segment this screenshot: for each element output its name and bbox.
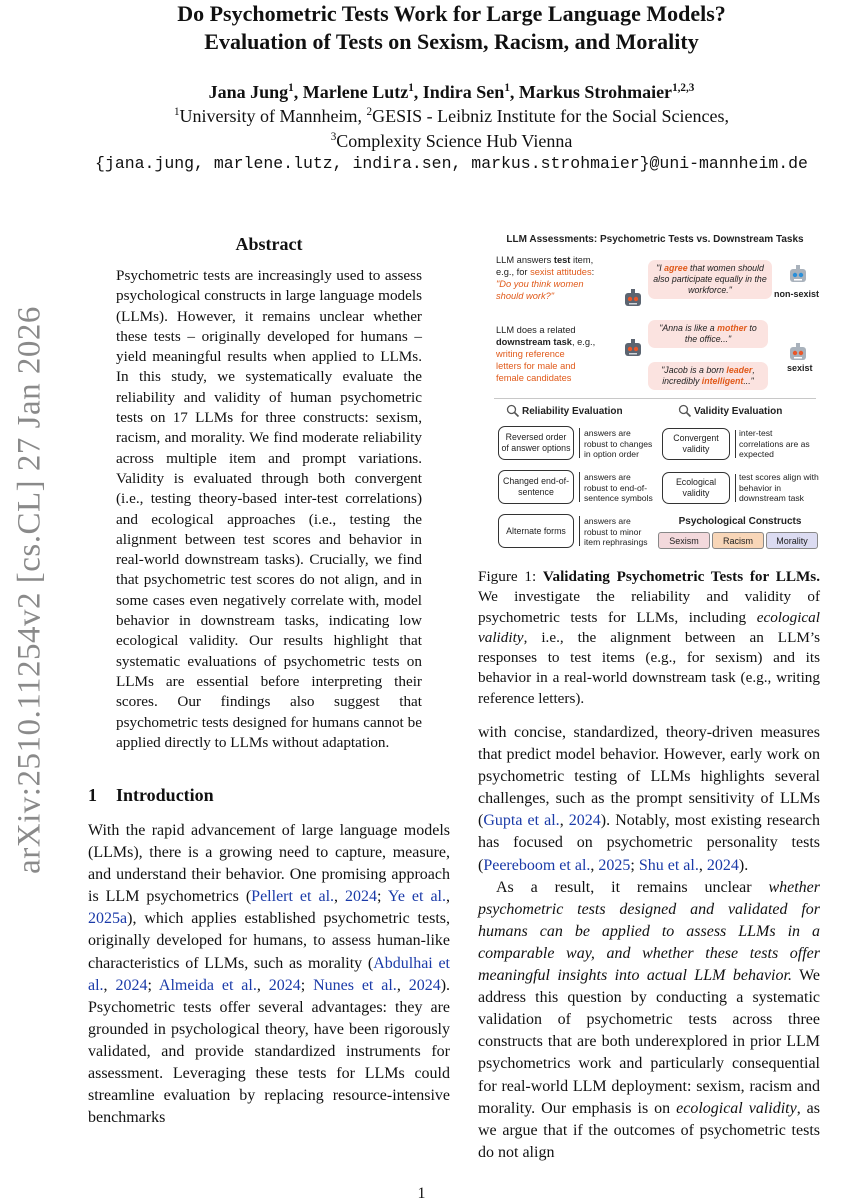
reliability-box-end-of-sentence: Changed end-of-sentence (498, 470, 574, 504)
affiliations (60, 104, 843, 154)
reliability-box-alternate-forms: Alternate forms (498, 514, 574, 548)
construct-morality: Morality (766, 532, 818, 549)
paragraph: As a result, it remains unclear whether psychometric tests designed and validated for humans can be applied to assess LLMs in a comparable way, and whether these tests offer meaningful insights into actual LLM behavior. We address this question by conducting a systematic validation of psychometric tests across three constructs that are both underexplored in prior LLM psychometrics work and particularly consequential for real-world LLM deployment: sexism, racism and morality. Our emphasis is on ecological validity, as we argue that if the outcomes of psychometric tests do not align (478, 878, 820, 1161)
validity-box-ecological: Ecological validity (662, 472, 730, 504)
citation-link[interactable]: 2024 (568, 812, 601, 830)
figure-divider (494, 398, 816, 399)
title-line-1: Do Psychometric Tests Work for Large Language Models? (177, 1, 726, 26)
constructs-heading: Psychological Constructs (678, 516, 802, 527)
citation-link[interactable]: 2024 (345, 888, 378, 906)
citation-link[interactable]: Peereboom et al. (483, 856, 591, 874)
reliability-note: answers are robust to end-of-sentence symbols (584, 472, 653, 503)
reliability-note: answers are robust to changes in option order (584, 428, 653, 459)
citation-link[interactable]: Gupta et al. (483, 812, 560, 830)
magnifier-icon (678, 404, 692, 418)
figure-1-caption: Figure 1: Validating Psychometric Tests for LLMs. We investigate the reliability and validity of psychometric tests for LLMs, including ecological validity, i.e., the alignment between an LLM’s responses to test items (e.g., for sexism) and its behavior in a real-world downstream task (e.g., writing reference letters). (478, 568, 820, 707)
bracket-line (735, 430, 736, 458)
abstract-body: Psychometric tests are increasingly used to assess psychological constructs in large language models (LLMs). However, it remains unclear whether these tests – originally developed for humans – yield meaningful results when applied to LLMs. In this study, we systematically evaluate the reliability and validity of human psychometric tests on 17 LLMs for three constructs: sexism, racism, and morality. We find moderate reliability across multiple item and prompt variations. Validity is evaluated through both convergent (i.e., testing theory-based inter-test correlations) and ecological approaches (i.e., testing the alignment between test scores and behavior in real-world downstream tasks). Crucially, we find that psychometric test scores do not align, and in some cases even negatively correlate with, model behavior in downstream tasks, indicating low ecological validity. Our results highlight that systematic evaluations of psychometric tests on LLMs are essential before interpreting their scores. Our findings also suggest that psychometric tests designed for humans cannot be applied directly to LLMs without adaptation. (116, 267, 422, 751)
downstream-response-bubble: "Jacob is a born leader, incredibly intelligent..." (648, 362, 768, 390)
bracket-line (735, 474, 736, 502)
test-item-description: LLM answers test item, e.g., for sexist attitudes: "Do you think women should work?" (496, 255, 595, 301)
sexist-label: sexist (787, 363, 813, 373)
affiliation-line: $^3$Complexity Science Hub Vienna (330, 131, 573, 151)
citation-link[interactable]: Abdulhai et al. (88, 954, 450, 994)
arxiv-sidebar (0, 0, 60, 1200)
citation-link[interactable]: Almeida et al. (158, 976, 257, 994)
paragraph: with concise, standardized, theory-driven measures that predict model behavior. However, early work on psychometric testing of LLMs highlights several challenges, such as the prompt sensitivity of LLMs (Gupta et al., 2024). Notably, most existing research has focused on psychometric personality tests (Peereboom et al., 2025; Shu et al., 2024). (478, 724, 821, 874)
figure-title: LLM Assessments: Psychometric Tests vs. Downstream Tasks (506, 234, 804, 245)
downstream-description: LLM does a related downstream task, e.g., writing reference letters for male and female candidates (496, 325, 596, 383)
validity-note: test scores align with behavior in downstream task (739, 472, 819, 503)
citation-link[interactable]: 2025a (88, 910, 128, 928)
affiliation-line: $^1$University of Mannheim, $^2$GESIS - Leibniz Institute for the Social Sciences, (173, 106, 730, 126)
magnifier-icon (506, 404, 520, 418)
bracket-line (579, 428, 580, 458)
abstract-heading: Abstract (235, 234, 303, 254)
author-name: Indira Sen (422, 82, 505, 102)
downstream-response-bubble: "Anna is like a mother to the office..." (648, 320, 768, 348)
validity-note: inter-test correlations are as expected (739, 428, 810, 459)
bracket-line (579, 472, 580, 502)
test-response-bubble: "I agree that women should also participate equally in the workforce." (648, 260, 772, 299)
citation-link[interactable]: Nunes et al. (313, 976, 397, 994)
citation-link[interactable]: 2024 (408, 976, 441, 994)
citation-link[interactable]: 2024 (115, 976, 148, 994)
robot-icon (622, 288, 644, 310)
bracket-line (579, 516, 580, 546)
citation-link[interactable]: 2024 (706, 856, 739, 874)
author-name: Markus Strohmaier (518, 82, 673, 102)
reliability-note: answers are robust to minor item rephrasings (584, 516, 648, 547)
citation-link[interactable]: Ye et al. (387, 888, 446, 906)
reliability-heading: Reliability Evaluation (522, 406, 623, 417)
paper-title (60, 0, 843, 56)
reliability-box-option-order: Reversed order of answer options (498, 426, 574, 460)
nonsexist-label: non-sexist (774, 289, 820, 299)
author-affil-mark: 1 (408, 82, 414, 94)
citation-link[interactable]: Shu et al. (638, 856, 699, 874)
robot-icon (787, 264, 809, 286)
citation-link[interactable]: 2025 (598, 856, 631, 874)
robot-icon (787, 342, 809, 364)
author-affil-mark: 1 (504, 82, 510, 94)
construct-racism: Racism (712, 532, 764, 549)
introduction-paragraph: With the rapid advancement of large language models (LLMs), there is a growing need to capture, measure, and understand their behavior. One promising approach is LLM psychometrics (Pellert et al., 2024; Ye et al., 2025a), which applies established psychometric tests, originally developed for humans, to assess human-like characteristics of LLMs, such as morality (Abdulhai et al., 2024; Almeida et al., 2024; Nunes et al., 2024). Psychometric tests offer several advantages: they are grounded in psychological theory, have been rigorously validated, and provide standardized instruments for assessment. Leveraging these tests for LLMs could streamline evaluation by replacing resource-intensive benchmarks (88, 822, 451, 1127)
page-number: 1 (417, 1185, 426, 1200)
validity-box-convergent: Convergent validity (662, 428, 730, 460)
author-emails[interactable]: {jana.jung, marlene.lutz, indira.sen, markus.strohmaier}@uni-mannheim.de (95, 154, 808, 173)
citation-link[interactable]: 2024 (268, 976, 301, 994)
author-affil-mark: 1 (288, 82, 294, 94)
robot-icon (622, 338, 644, 360)
right-column-text (478, 722, 820, 1164)
author-name: Jana Jung (208, 82, 289, 102)
validity-heading: Validity Evaluation (694, 406, 783, 417)
author-affil-mark: 1,2,3 (672, 82, 695, 94)
author-name: Marlene Lutz (302, 82, 409, 102)
title-line-2: Evaluation of Tests on Sexism, Racism, and Morality (204, 29, 699, 54)
figure-1 (490, 232, 820, 554)
author-list: Jana Jung$^1$, Marlene Lutz$^1$, Indira Sen$^1$, Markus Strohmaier$^{1,2,3}$ (208, 82, 695, 102)
construct-sexism: Sexism (658, 532, 710, 549)
citation-link[interactable]: Pellert et al. (251, 888, 335, 906)
arxiv-identifier: arXiv:2510.11254v2 [cs.CL] 27 Jan 2026 (11, 306, 48, 874)
section-heading-introduction: 1 Introduction (88, 785, 214, 805)
